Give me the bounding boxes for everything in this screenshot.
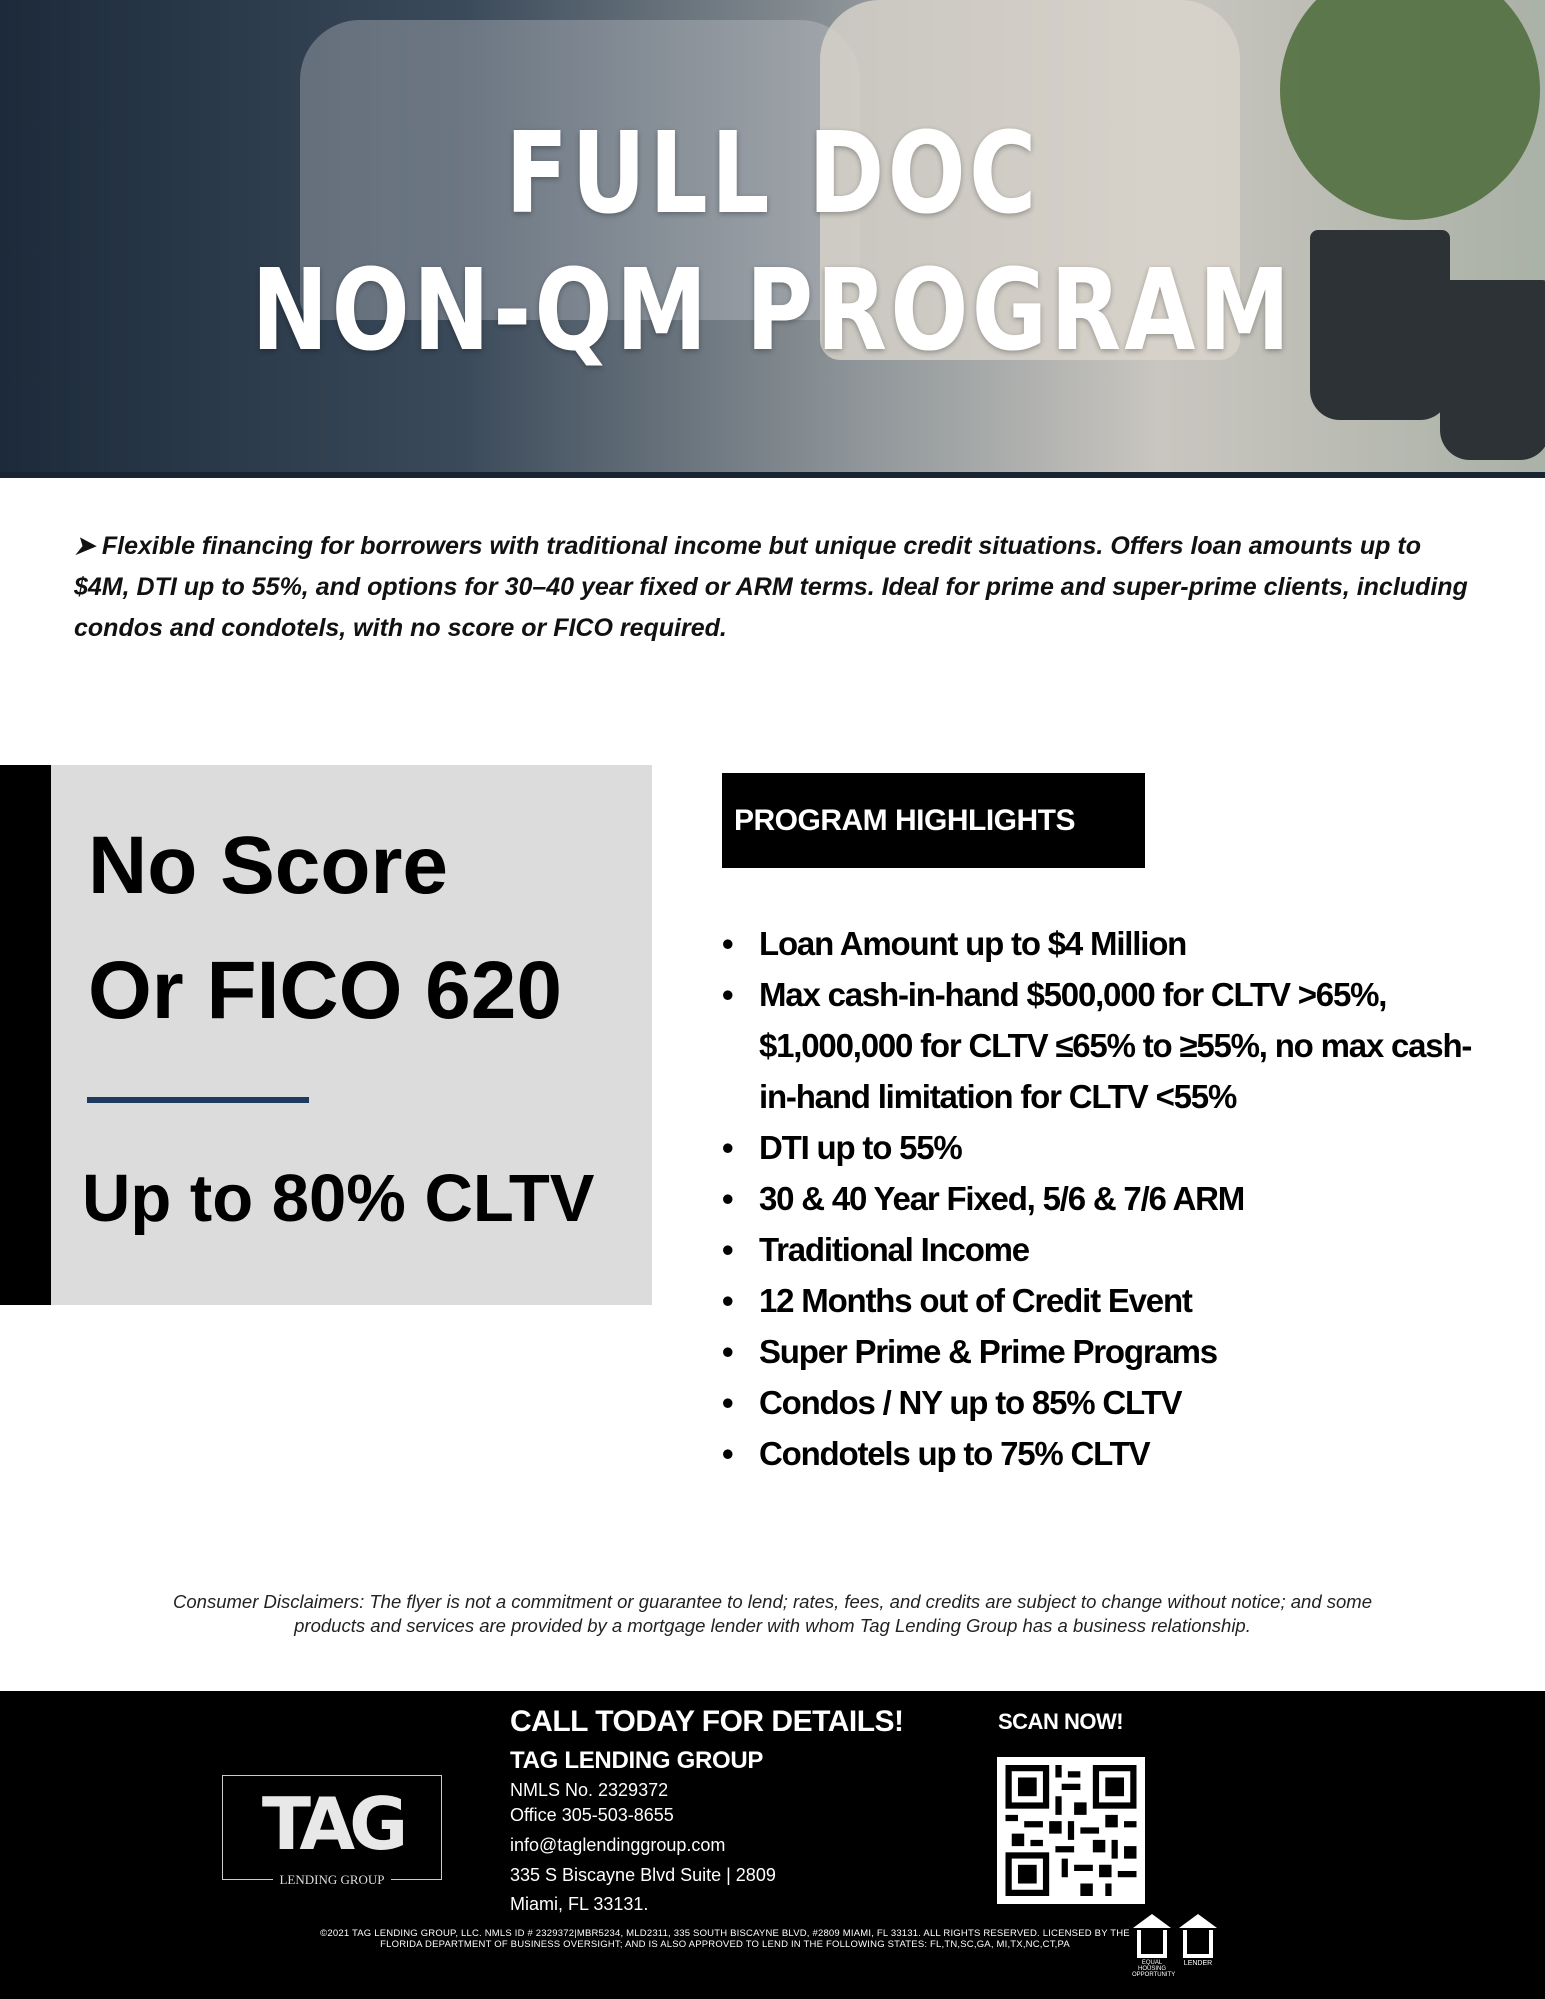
list-item: • Traditional Income (722, 1224, 1482, 1275)
list-item: • Max cash-in-hand $500,000 for CLTV >65%, $1,000,000 for CLTV ≤65% to ≥55%, no max cash-in-hand limitation for CLTV <55% (722, 969, 1482, 1122)
equal-housing-lender-icon: LENDER (1178, 1922, 1218, 1970)
nmls-number: NMLS No. 2329372 (510, 1780, 669, 1800)
cta-heading: CALL TODAY FOR DETAILS! (510, 1705, 904, 1738)
hero-banner (0, 0, 1545, 478)
company-name: TAG LENDING GROUP (510, 1747, 764, 1774)
list-item: • DTI up to 55% (722, 1122, 1482, 1173)
highlights-list (722, 918, 1482, 1479)
pot-image-2 (1440, 280, 1545, 460)
address-line1: 335 S Biscayne Blvd Suite | 2809 (510, 1865, 776, 1885)
consumer-disclaimer: Consumer Disclaimers: The flyer is not a commitment or guarantee to lend; rates, fees, and credits are subject to change without notice; and some products and services are provided by a mortgage lender with whom Tag Lending Group has a business relationship. (173, 1591, 1372, 1636)
list-item: • Condotels up to 75% CLTV (722, 1428, 1482, 1479)
qr-code[interactable] (997, 1757, 1145, 1904)
list-item: • Super Prime & Prime Programs (722, 1326, 1482, 1377)
office-phone[interactable]: Office 305-503-8655 (510, 1805, 674, 1825)
feature-cltv: Up to 80% CLTV (82, 1161, 595, 1236)
hero-title-line2: NON-QM PROGRAM (251, 246, 1294, 376)
feature-no-score: No Score (88, 820, 448, 911)
tag-logo (222, 1775, 442, 1887)
logo-mark: TAG (261, 1782, 403, 1866)
logo-subtitle: LENDING GROUP (273, 1872, 390, 1887)
list-item: • Condos / NY up to 85% CLTV (722, 1377, 1482, 1428)
hero-title-line1: FULL DOC (505, 109, 1040, 239)
list-item: • 30 & 40 Year Fixed, 5/6 & 7/6 ARM (722, 1173, 1482, 1224)
equal-housing-opportunity-icon: EQUAL HOUSING OPPORTUNITY (1132, 1922, 1172, 1970)
feature-divider (87, 1097, 309, 1103)
feature-accent-bar (0, 765, 51, 1305)
legal-notice: ©2021 TAG LENDING GROUP, LLC. NMLS ID # 2329372|MBR5234, MLD2311, 335 SOUTH BISCAYNE BLVD, #2809 MIAMI, FL 33131. ALL RIGHTS RESERVED. LICENSED BY THE FLORIDA DEPARTMENT OF BUSINESS OVERSIGHT; AND IS ALSO APPROVED TO LEND IN THE FOLLOWING STATES: FL,TN,SC,GA, MI,TX,NC,CT,PA (320, 1928, 1130, 1950)
address-line2: Miami, FL 33131. (510, 1894, 649, 1914)
highlights-heading: PROGRAM HIGHLIGHTS (722, 773, 1145, 868)
feature-fico: Or FICO 620 (88, 945, 562, 1036)
list-item: • Loan Amount up to $4 Million (722, 918, 1482, 969)
scan-now-label: SCAN NOW! (998, 1709, 1124, 1734)
email-link[interactable]: info@taglendinggroup.com (510, 1835, 726, 1855)
list-item: • 12 Months out of Credit Event (722, 1275, 1482, 1326)
program-intro: ➤ Flexible financing for borrowers with traditional income but unique credit situations. Offers loan amounts up to $4M, DTI up to 55%, and options for 30–40 year fixed or ARM terms. Ideal for prime and super-prime clients, including condos and condotels, with no score or FICO required. (74, 532, 1468, 642)
qr-code-icon (1005, 1765, 1137, 1896)
